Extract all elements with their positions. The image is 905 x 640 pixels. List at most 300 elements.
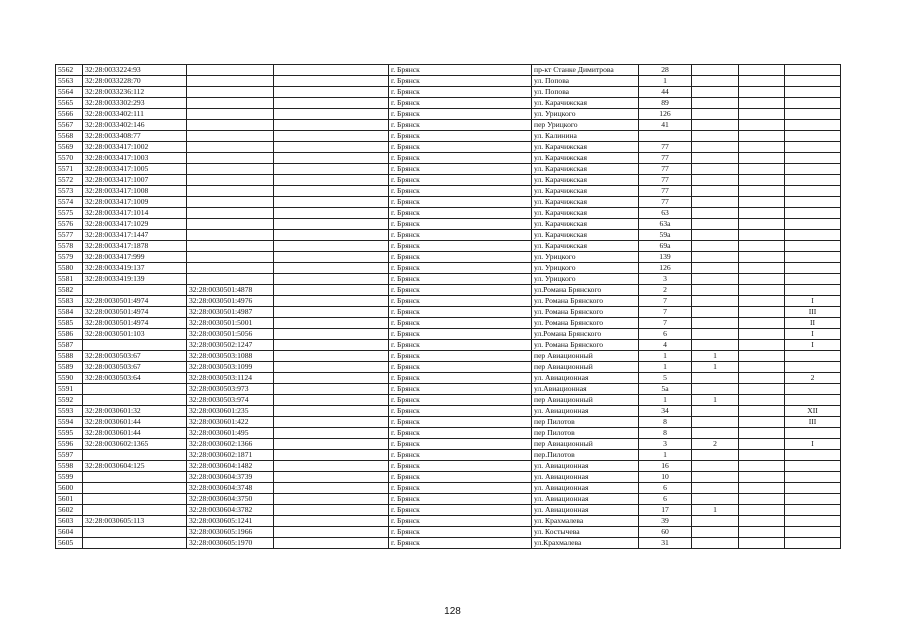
building-cadastral-number-cell bbox=[187, 219, 274, 230]
table-row bbox=[56, 527, 841, 538]
extra-cell-b bbox=[739, 109, 785, 120]
extra-cell-b bbox=[739, 285, 785, 296]
city-cell: г. Брянск bbox=[389, 186, 532, 197]
extra-cell-c bbox=[785, 175, 841, 186]
extra-cell-c: I bbox=[785, 439, 841, 450]
table-row bbox=[56, 516, 841, 527]
street-cell: ул. Авиационная bbox=[532, 505, 639, 516]
extra-cell-c: III bbox=[785, 307, 841, 318]
table-row bbox=[56, 274, 841, 285]
extra-cell-a bbox=[692, 296, 739, 307]
table-row bbox=[56, 175, 841, 186]
cadastral-number-cell: 32:28:0033419:139 bbox=[83, 274, 187, 285]
city-cell: г. Брянск bbox=[389, 538, 532, 549]
extra-cell-a bbox=[692, 241, 739, 252]
table-row bbox=[56, 450, 841, 461]
table-row bbox=[56, 142, 841, 153]
table-row bbox=[56, 384, 841, 395]
table-row bbox=[56, 285, 841, 296]
empty-cell bbox=[274, 175, 389, 186]
extra-cell-a: 1 bbox=[692, 351, 739, 362]
building-cadastral-number-cell: 32:28:0030503:1088 bbox=[187, 351, 274, 362]
row-number-cell: 5565 bbox=[56, 98, 83, 109]
building-cadastral-number-cell: 32:28:0030605:1966 bbox=[187, 527, 274, 538]
table-row bbox=[56, 494, 841, 505]
extra-cell-b bbox=[739, 131, 785, 142]
building-cadastral-number-cell: 32:28:0030501:5056 bbox=[187, 329, 274, 340]
building-cadastral-number-cell bbox=[187, 208, 274, 219]
building-cadastral-number-cell: 32:28:0030503:974 bbox=[187, 395, 274, 406]
table-row bbox=[56, 329, 841, 340]
building-cadastral-number-cell bbox=[187, 197, 274, 208]
empty-cell bbox=[274, 274, 389, 285]
cadastral-number-cell bbox=[83, 472, 187, 483]
city-cell: г. Брянск bbox=[389, 274, 532, 285]
house-number-cell: 77 bbox=[639, 153, 692, 164]
empty-cell bbox=[274, 208, 389, 219]
table-row bbox=[56, 109, 841, 120]
row-number-cell: 5573 bbox=[56, 186, 83, 197]
city-cell: г. Брянск bbox=[389, 307, 532, 318]
empty-cell bbox=[274, 450, 389, 461]
table-row bbox=[56, 362, 841, 373]
city-cell: г. Брянск bbox=[389, 450, 532, 461]
house-number-cell: 3 bbox=[639, 439, 692, 450]
row-number-cell: 5591 bbox=[56, 384, 83, 395]
row-number-cell: 5570 bbox=[56, 153, 83, 164]
cadastral-number-cell bbox=[83, 505, 187, 516]
row-number-cell: 5576 bbox=[56, 219, 83, 230]
extra-cell-c: II bbox=[785, 318, 841, 329]
city-cell: г. Брянск bbox=[389, 175, 532, 186]
row-number-cell: 5578 bbox=[56, 241, 83, 252]
table-row bbox=[56, 76, 841, 87]
extra-cell-a bbox=[692, 120, 739, 131]
house-number-cell: 89 bbox=[639, 98, 692, 109]
extra-cell-c bbox=[785, 351, 841, 362]
street-cell: ул. Авиационная bbox=[532, 483, 639, 494]
street-cell: ул.Крахмалева bbox=[532, 538, 639, 549]
street-cell: ул. Карачижская bbox=[532, 164, 639, 175]
building-cadastral-number-cell: 32:28:0030604:3782 bbox=[187, 505, 274, 516]
row-number-cell: 5601 bbox=[56, 494, 83, 505]
street-cell: пер Авиационный bbox=[532, 351, 639, 362]
cadastral-number-cell bbox=[83, 483, 187, 494]
extra-cell-b bbox=[739, 307, 785, 318]
street-cell: ул. Карачижская bbox=[532, 186, 639, 197]
extra-cell-c bbox=[785, 197, 841, 208]
extra-cell-c bbox=[785, 428, 841, 439]
empty-cell bbox=[274, 527, 389, 538]
cadastral-number-cell bbox=[83, 384, 187, 395]
extra-cell-a bbox=[692, 516, 739, 527]
table-row bbox=[56, 505, 841, 516]
extra-cell-a bbox=[692, 142, 739, 153]
table-row bbox=[56, 241, 841, 252]
building-cadastral-number-cell: 32:28:0030503:1124 bbox=[187, 373, 274, 384]
city-cell: г. Брянск bbox=[389, 230, 532, 241]
extra-cell-a bbox=[692, 307, 739, 318]
empty-cell bbox=[274, 76, 389, 87]
city-cell: г. Брянск bbox=[389, 65, 532, 76]
house-number-cell: 31 bbox=[639, 538, 692, 549]
street-cell: ул. Костычева bbox=[532, 527, 639, 538]
cadastral-number-cell bbox=[83, 285, 187, 296]
building-cadastral-number-cell bbox=[187, 175, 274, 186]
city-cell: г. Брянск bbox=[389, 318, 532, 329]
city-cell: г. Брянск bbox=[389, 373, 532, 384]
extra-cell-b bbox=[739, 329, 785, 340]
empty-cell bbox=[274, 329, 389, 340]
city-cell: г. Брянск bbox=[389, 395, 532, 406]
extra-cell-b bbox=[739, 505, 785, 516]
table-row bbox=[56, 538, 841, 549]
street-cell: пер Пилотов bbox=[532, 428, 639, 439]
row-number-cell: 5564 bbox=[56, 87, 83, 98]
extra-cell-a bbox=[692, 230, 739, 241]
row-number-cell: 5575 bbox=[56, 208, 83, 219]
building-cadastral-number-cell: 32:28:0030602:1871 bbox=[187, 450, 274, 461]
house-number-cell: 1 bbox=[639, 395, 692, 406]
cadastral-number-cell: 32:28:0030602:1365 bbox=[83, 439, 187, 450]
city-cell: г. Брянск bbox=[389, 527, 532, 538]
cadastral-number-cell: 32:28:0033417:1029 bbox=[83, 219, 187, 230]
building-cadastral-number-cell: 32:28:0030501:4878 bbox=[187, 285, 274, 296]
extra-cell-c bbox=[785, 219, 841, 230]
house-number-cell: 7 bbox=[639, 296, 692, 307]
extra-cell-b bbox=[739, 538, 785, 549]
street-cell: ул. Карачижская bbox=[532, 175, 639, 186]
cadastral-number-cell: 32:28:0033417:1447 bbox=[83, 230, 187, 241]
cadastral-number-cell: 32:28:0033408:77 bbox=[83, 131, 187, 142]
building-cadastral-number-cell bbox=[187, 186, 274, 197]
extra-cell-b bbox=[739, 219, 785, 230]
extra-cell-c bbox=[785, 263, 841, 274]
extra-cell-b bbox=[739, 494, 785, 505]
extra-cell-c bbox=[785, 472, 841, 483]
extra-cell-b bbox=[739, 274, 785, 285]
row-number-cell: 5587 bbox=[56, 340, 83, 351]
extra-cell-c bbox=[785, 285, 841, 296]
row-number-cell: 5597 bbox=[56, 450, 83, 461]
house-number-cell: 1 bbox=[639, 76, 692, 87]
empty-cell bbox=[274, 219, 389, 230]
empty-cell bbox=[274, 516, 389, 527]
street-cell: ул. Крахмалева bbox=[532, 516, 639, 527]
extra-cell-c bbox=[785, 87, 841, 98]
street-cell: ул. Авиационная bbox=[532, 406, 639, 417]
city-cell: г. Брянск bbox=[389, 131, 532, 142]
house-number-cell: 1 bbox=[639, 362, 692, 373]
city-cell: г. Брянск bbox=[389, 329, 532, 340]
row-number-cell: 5600 bbox=[56, 483, 83, 494]
street-cell: ул. Попова bbox=[532, 76, 639, 87]
extra-cell-b bbox=[739, 87, 785, 98]
extra-cell-a bbox=[692, 428, 739, 439]
city-cell: г. Брянск bbox=[389, 98, 532, 109]
extra-cell-a bbox=[692, 274, 739, 285]
street-cell: ул. Авиационная bbox=[532, 461, 639, 472]
house-number-cell: 4 bbox=[639, 340, 692, 351]
cadastral-number-cell: 32:28:0033228:70 bbox=[83, 76, 187, 87]
table-row bbox=[56, 340, 841, 351]
city-cell: г. Брянск bbox=[389, 428, 532, 439]
city-cell: г. Брянск bbox=[389, 241, 532, 252]
cadastral-number-cell bbox=[83, 527, 187, 538]
building-cadastral-number-cell bbox=[187, 274, 274, 285]
cadastral-number-cell: 32:28:0030605:113 bbox=[83, 516, 187, 527]
house-number-cell: 63 bbox=[639, 208, 692, 219]
empty-cell bbox=[274, 362, 389, 373]
city-cell: г. Брянск bbox=[389, 362, 532, 373]
street-cell: ул. Романа Брянского bbox=[532, 296, 639, 307]
empty-cell bbox=[274, 230, 389, 241]
city-cell: г. Брянск bbox=[389, 406, 532, 417]
building-cadastral-number-cell bbox=[187, 241, 274, 252]
extra-cell-c bbox=[785, 494, 841, 505]
extra-cell-c bbox=[785, 65, 841, 76]
street-cell: ул. Попова bbox=[532, 87, 639, 98]
street-cell: ул.Авиационная bbox=[532, 384, 639, 395]
row-number-cell: 5588 bbox=[56, 351, 83, 362]
extra-cell-a bbox=[692, 76, 739, 87]
city-cell: г. Брянск bbox=[389, 153, 532, 164]
extra-cell-c bbox=[785, 109, 841, 120]
table-row bbox=[56, 153, 841, 164]
cadastral-number-cell bbox=[83, 340, 187, 351]
house-number-cell: 126 bbox=[639, 109, 692, 120]
extra-cell-b bbox=[739, 76, 785, 87]
empty-cell bbox=[274, 483, 389, 494]
row-number-cell: 5562 bbox=[56, 65, 83, 76]
table-row bbox=[56, 208, 841, 219]
extra-cell-b bbox=[739, 175, 785, 186]
city-cell: г. Брянск bbox=[389, 164, 532, 175]
extra-cell-c bbox=[785, 450, 841, 461]
cadastral-number-cell: 32:28:0033417:1005 bbox=[83, 164, 187, 175]
street-cell: ул. Карачижская bbox=[532, 241, 639, 252]
table-row bbox=[56, 230, 841, 241]
building-cadastral-number-cell: 32:28:0030604:3739 bbox=[187, 472, 274, 483]
building-cadastral-number-cell: 32:28:0030605:1970 bbox=[187, 538, 274, 549]
building-cadastral-number-cell bbox=[187, 109, 274, 120]
cadastral-number-cell: 32:28:0033417:1007 bbox=[83, 175, 187, 186]
extra-cell-c bbox=[785, 516, 841, 527]
city-cell: г. Брянск bbox=[389, 384, 532, 395]
cadastral-number-cell: 32:28:0030503:67 bbox=[83, 362, 187, 373]
row-number-cell: 5569 bbox=[56, 142, 83, 153]
extra-cell-c bbox=[785, 186, 841, 197]
registry-rows bbox=[56, 65, 841, 549]
city-cell: г. Брянск bbox=[389, 208, 532, 219]
building-cadastral-number-cell: 32:28:0030604:3750 bbox=[187, 494, 274, 505]
empty-cell bbox=[274, 494, 389, 505]
extra-cell-b bbox=[739, 164, 785, 175]
extra-cell-b bbox=[739, 527, 785, 538]
cadastral-number-cell: 32:28:0033302:293 bbox=[83, 98, 187, 109]
extra-cell-b bbox=[739, 362, 785, 373]
extra-cell-b bbox=[739, 439, 785, 450]
street-cell: пер Авиационный bbox=[532, 439, 639, 450]
house-number-cell: 63а bbox=[639, 219, 692, 230]
cadastral-number-cell: 32:28:0033236:112 bbox=[83, 87, 187, 98]
table-row bbox=[56, 186, 841, 197]
city-cell: г. Брянск bbox=[389, 87, 532, 98]
house-number-cell: 34 bbox=[639, 406, 692, 417]
table-row bbox=[56, 307, 841, 318]
cadastral-number-cell: 32:28:0030601:44 bbox=[83, 428, 187, 439]
city-cell: г. Брянск bbox=[389, 417, 532, 428]
cadastral-number-cell bbox=[83, 450, 187, 461]
extra-cell-c: XII bbox=[785, 406, 841, 417]
cadastral-number-cell bbox=[83, 494, 187, 505]
extra-cell-b bbox=[739, 263, 785, 274]
extra-cell-a bbox=[692, 98, 739, 109]
row-number-cell: 5567 bbox=[56, 120, 83, 131]
city-cell: г. Брянск bbox=[389, 472, 532, 483]
row-number-cell: 5598 bbox=[56, 461, 83, 472]
house-number-cell: 5 bbox=[639, 373, 692, 384]
building-cadastral-number-cell: 32:28:0030601:422 bbox=[187, 417, 274, 428]
city-cell: г. Брянск bbox=[389, 263, 532, 274]
house-number-cell: 6 bbox=[639, 483, 692, 494]
extra-cell-a bbox=[692, 483, 739, 494]
street-cell: пер Авиационный bbox=[532, 395, 639, 406]
extra-cell-c: 2 bbox=[785, 373, 841, 384]
empty-cell bbox=[274, 373, 389, 384]
empty-cell bbox=[274, 109, 389, 120]
cadastral-number-cell: 32:28:0030501:103 bbox=[83, 329, 187, 340]
building-cadastral-number-cell bbox=[187, 131, 274, 142]
empty-cell bbox=[274, 197, 389, 208]
street-cell: ул. Романа Брянского bbox=[532, 340, 639, 351]
street-cell: ул. Авиационная bbox=[532, 472, 639, 483]
empty-cell bbox=[274, 252, 389, 263]
extra-cell-a: 2 bbox=[692, 439, 739, 450]
cadastral-number-cell bbox=[83, 538, 187, 549]
registry-table bbox=[55, 64, 841, 549]
table-row bbox=[56, 263, 841, 274]
building-cadastral-number-cell bbox=[187, 98, 274, 109]
house-number-cell: 7 bbox=[639, 318, 692, 329]
extra-cell-a bbox=[692, 450, 739, 461]
extra-cell-c bbox=[785, 131, 841, 142]
empty-cell bbox=[274, 241, 389, 252]
cadastral-number-cell: 32:28:0033419:137 bbox=[83, 263, 187, 274]
street-cell: ул. Авиационная bbox=[532, 494, 639, 505]
city-cell: г. Брянск bbox=[389, 494, 532, 505]
extra-cell-c bbox=[785, 241, 841, 252]
table-row bbox=[56, 351, 841, 362]
extra-cell-c bbox=[785, 153, 841, 164]
street-cell: пр-кт Станке Димитрова bbox=[532, 65, 639, 76]
table-row bbox=[56, 472, 841, 483]
empty-cell bbox=[274, 417, 389, 428]
city-cell: г. Брянск bbox=[389, 109, 532, 120]
building-cadastral-number-cell: 32:28:0030601:495 bbox=[187, 428, 274, 439]
table-row bbox=[56, 483, 841, 494]
street-cell: пер Урицкого bbox=[532, 120, 639, 131]
street-cell: пер.Пилотов bbox=[532, 450, 639, 461]
cadastral-number-cell: 32:28:0030501:4974 bbox=[83, 307, 187, 318]
extra-cell-c bbox=[785, 142, 841, 153]
extra-cell-c bbox=[785, 505, 841, 516]
building-cadastral-number-cell bbox=[187, 252, 274, 263]
extra-cell-c: I bbox=[785, 329, 841, 340]
extra-cell-b bbox=[739, 120, 785, 131]
cadastral-number-cell: 32:28:0033224:93 bbox=[83, 65, 187, 76]
table-row bbox=[56, 120, 841, 131]
house-number-cell: 8 bbox=[639, 428, 692, 439]
extra-cell-a bbox=[692, 65, 739, 76]
extra-cell-a bbox=[692, 109, 739, 120]
house-number-cell: 7 bbox=[639, 307, 692, 318]
table-row bbox=[56, 87, 841, 98]
row-number-cell: 5596 bbox=[56, 439, 83, 450]
building-cadastral-number-cell: 32:28:0030501:4976 bbox=[187, 296, 274, 307]
extra-cell-b bbox=[739, 142, 785, 153]
extra-cell-c bbox=[785, 483, 841, 494]
row-number-cell: 5568 bbox=[56, 131, 83, 142]
table-row bbox=[56, 461, 841, 472]
street-cell: ул. Урицкого bbox=[532, 109, 639, 120]
extra-cell-b bbox=[739, 318, 785, 329]
extra-cell-c bbox=[785, 384, 841, 395]
house-number-cell: 3 bbox=[639, 274, 692, 285]
cadastral-number-cell: 32:28:0033417:1008 bbox=[83, 186, 187, 197]
extra-cell-c: I bbox=[785, 296, 841, 307]
city-cell: г. Брянск bbox=[389, 120, 532, 131]
extra-cell-c bbox=[785, 164, 841, 175]
extra-cell-b bbox=[739, 395, 785, 406]
house-number-cell: 39 bbox=[639, 516, 692, 527]
extra-cell-a bbox=[692, 384, 739, 395]
extra-cell-b bbox=[739, 384, 785, 395]
extra-cell-a bbox=[692, 219, 739, 230]
row-number-cell: 5590 bbox=[56, 373, 83, 384]
street-cell: ул. Урицкого bbox=[532, 274, 639, 285]
extra-cell-c bbox=[785, 395, 841, 406]
empty-cell bbox=[274, 186, 389, 197]
table-row bbox=[56, 131, 841, 142]
house-number-cell: 6 bbox=[639, 494, 692, 505]
extra-cell-a bbox=[692, 175, 739, 186]
extra-cell-c bbox=[785, 98, 841, 109]
street-cell: ул.Романа Брянского bbox=[532, 329, 639, 340]
house-number-cell: 77 bbox=[639, 175, 692, 186]
empty-cell bbox=[274, 395, 389, 406]
extra-cell-c bbox=[785, 461, 841, 472]
city-cell: г. Брянск bbox=[389, 219, 532, 230]
street-cell: ул. Карачижская bbox=[532, 208, 639, 219]
house-number-cell: 1 bbox=[639, 450, 692, 461]
empty-cell bbox=[274, 384, 389, 395]
row-number-cell: 5580 bbox=[56, 263, 83, 274]
empty-cell bbox=[274, 164, 389, 175]
row-number-cell: 5605 bbox=[56, 538, 83, 549]
row-number-cell: 5604 bbox=[56, 527, 83, 538]
empty-cell bbox=[274, 472, 389, 483]
row-number-cell: 5593 bbox=[56, 406, 83, 417]
cadastral-number-cell: 32:28:0030601:44 bbox=[83, 417, 187, 428]
empty-cell bbox=[274, 351, 389, 362]
city-cell: г. Брянск bbox=[389, 142, 532, 153]
building-cadastral-number-cell: 32:28:0030502:1247 bbox=[187, 340, 274, 351]
city-cell: г. Брянск bbox=[389, 296, 532, 307]
house-number-cell: 77 bbox=[639, 142, 692, 153]
empty-cell bbox=[274, 142, 389, 153]
row-number-cell: 5583 bbox=[56, 296, 83, 307]
